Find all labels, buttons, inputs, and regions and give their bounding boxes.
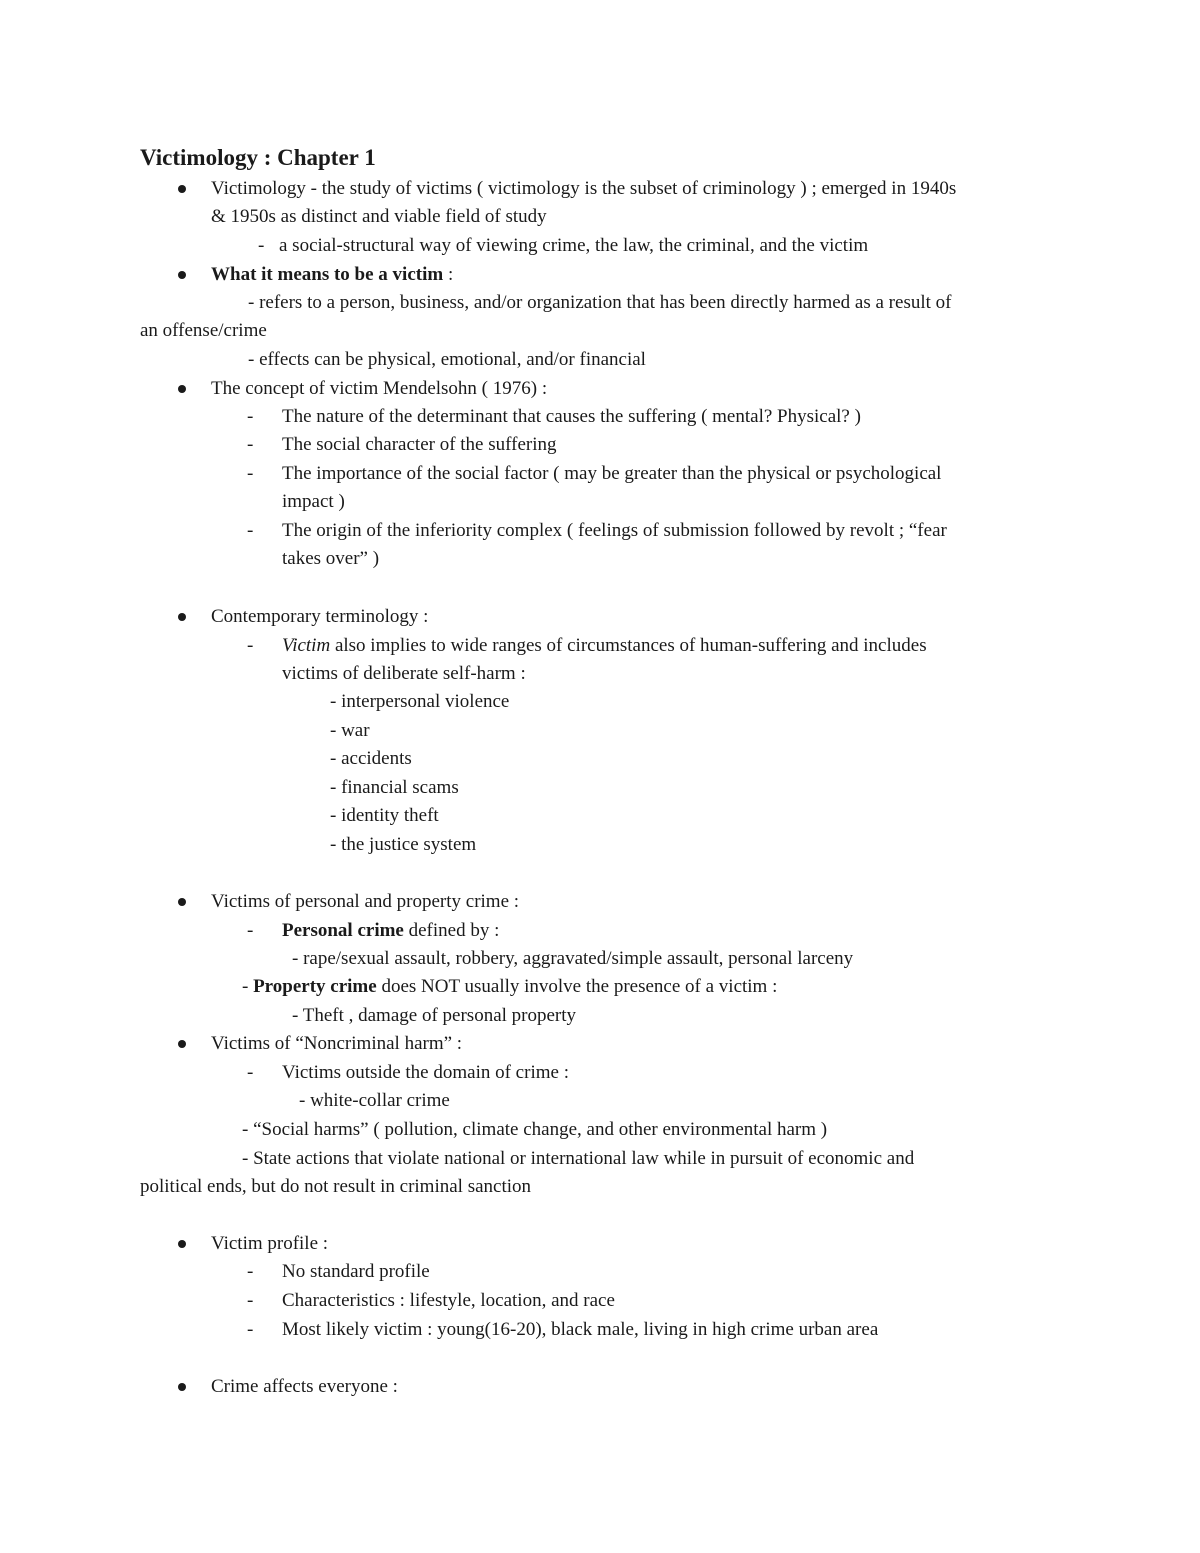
italic-text: Victim xyxy=(282,635,331,656)
page-title: Victimology : Chapter 1 xyxy=(140,145,376,170)
section-heading: The concept of victim Mendelsohn ( 1976) : xyxy=(211,378,548,399)
bullet-icon xyxy=(178,185,186,193)
text-line: - State actions that violate national or international law while in pursuit of economic and xyxy=(242,1148,915,1169)
bullet-icon xyxy=(178,385,186,393)
dash-marker: - xyxy=(247,406,254,427)
bullet-icon xyxy=(178,1040,186,1048)
dash-marker: - xyxy=(247,434,254,455)
text-line: - “Social harms” ( pollution, climate change, and other environmental harm ) xyxy=(242,1119,828,1140)
text-line xyxy=(242,973,777,1001)
dash-marker: - xyxy=(247,1290,254,1311)
section-heading: Victims of personal and property crime : xyxy=(211,891,520,912)
dash-marker: - xyxy=(247,520,254,541)
text-line: Most likely victim : young(16-20), black male, living in high crime urban area xyxy=(282,1319,879,1340)
text-line: - refers to a person, business, and/or organization that has been directly harmed as a result of xyxy=(248,292,952,313)
dash-marker: - xyxy=(247,1319,254,1340)
text-fragment: does NOT usually involve the presence of a victim : xyxy=(376,976,778,997)
text-line: impact ) xyxy=(282,491,345,512)
text-line: Characteristics : lifestyle, location, and race xyxy=(282,1290,615,1311)
text-line: The social character of the suffering xyxy=(282,434,557,455)
text-line: The origin of the inferiority complex ( feelings of submission followed by revolt ; “fear xyxy=(282,520,947,541)
text-line: Victimology - the study of victims ( victimology is the subset of criminology ) ; emerged in 1940s xyxy=(211,178,957,199)
text-fragment: also implies to wide ranges of circumstances of human-suffering and includes xyxy=(330,635,927,656)
text-line: - effects can be physical, emotional, and/or financial xyxy=(248,349,646,370)
text-line: Victims outside the domain of crime : xyxy=(282,1062,569,1083)
section-heading: Victim profile : xyxy=(211,1233,329,1254)
list-item: - accidents xyxy=(330,748,412,769)
bullet-icon xyxy=(178,1240,186,1248)
bold-text: Property crime xyxy=(253,976,377,997)
bullet-icon xyxy=(178,898,186,906)
text-fragment: defined by : xyxy=(403,920,500,941)
text-line: a social-structural way of viewing crime, the law, the criminal, and the victim xyxy=(279,235,869,256)
dash-marker: - xyxy=(247,1261,254,1282)
text-line xyxy=(282,917,499,945)
text-fragment: - xyxy=(242,976,254,997)
text-line: No standard profile xyxy=(282,1261,430,1282)
bold-text: Personal crime xyxy=(282,920,404,941)
text-line: - Theft , damage of personal property xyxy=(292,1005,577,1026)
list-item: - identity theft xyxy=(330,805,439,826)
text-line: takes over” ) xyxy=(282,548,380,569)
text-line: & 1950s as distinct and viable field of study xyxy=(211,206,547,227)
text-line xyxy=(282,632,927,660)
text-line: - rape/sexual assault, robbery, aggravated/simple assault, personal larceny xyxy=(292,948,854,969)
bullet-icon xyxy=(178,613,186,621)
text-line: The importance of the social factor ( may be greater than the physical or psychological xyxy=(282,463,942,484)
section-heading: Victims of “Noncriminal harm” : xyxy=(211,1033,463,1054)
section-heading xyxy=(211,261,453,289)
bullet-icon xyxy=(178,271,186,279)
text-line: political ends, but do not result in criminal sanction xyxy=(140,1176,532,1197)
text-line: - white-collar crime xyxy=(299,1090,450,1111)
list-item: - financial scams xyxy=(330,777,459,798)
dash-marker: - xyxy=(247,635,254,656)
text-line: victims of deliberate self-harm : xyxy=(282,663,526,684)
dash-marker: - xyxy=(247,920,254,941)
section-heading: Crime affects everyone : xyxy=(211,1376,398,1397)
bold-text: What it means to be a victim xyxy=(211,264,444,285)
text-line: an offense/crime xyxy=(140,320,267,341)
section-heading: Contemporary terminology : xyxy=(211,606,429,627)
dash-marker: - xyxy=(247,463,254,484)
list-item: - interpersonal violence xyxy=(330,691,510,712)
dash-marker: - xyxy=(247,1062,254,1083)
list-item: - the justice system xyxy=(330,834,477,855)
list-item: - war xyxy=(330,720,370,741)
text-line: The nature of the determinant that causes the suffering ( mental? Physical? ) xyxy=(282,406,861,427)
text-fragment: : xyxy=(443,264,454,285)
bullet-icon xyxy=(178,1383,186,1391)
dash-marker: - xyxy=(258,235,265,256)
